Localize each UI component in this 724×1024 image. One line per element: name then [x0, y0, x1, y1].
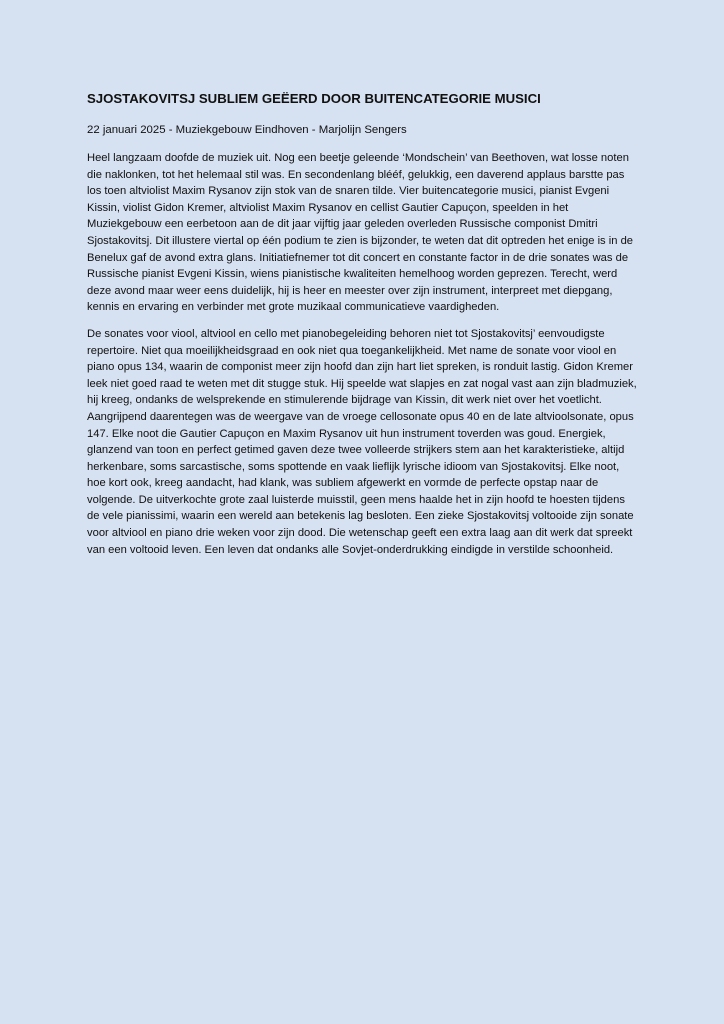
article-title: SJOSTAKOVITSJ SUBLIEM GEËERD DOOR BUITENCATEGORIE MUSICI [87, 91, 541, 106]
article-paragraph-1: Heel langzaam doofde de muziek uit. Nog een beetje geleende ‘Mondschein’ van Beethoven, wat losse noten die naklonken, tot het helemaal stil was. En secondenlang blééf, gelukkig, een daverend applaus barstte pas los toen altviolist Maxim Rysanov zijn stok van de snaren tilde. Vier buitencategorie musici, pianist Evgeni Kissin, violist Gidon Kremer, altviolist Maxim Rysanov en cellist Gautier Capuçon, speelden in het Muziekgebouw een eerbetoon aan de dit jaar vijftig jaar geleden overleden Russische componist Dmitri Sjostakovitsj. Dit illustere viertal op één podium te zien is bijzonder, te weten dat dit optreden het enige is in de Benelux gaf de avond extra glans. Initiatiefnemer tot dit concert en constante factor in de drie sonates was de Russische pianist Evgeni Kissin, wiens pianistische kwaliteiten hemelhoog worden geprezen. Terecht, werd deze avond maar weer eens duidelijk, hij is heer en meester over zijn instrument, interpreet met diepgang, kennis en ervaring en verbinder met grote muzikaal communicatieve vaardigheden. [87, 152, 634, 314]
article-byline: 22 januari 2025 - Muziekgebouw Eindhoven - Marjolijn Sengers [87, 124, 407, 136]
article-paragraph-2: De sonates voor viool, altviool en cello met pianobegeleiding behoren niet tot Sjostakovitsj’ eenvoudigste repertoire. Niet qua moeilijkheidsgraad en ook niet qua toegankelijkheid. Met name de sonate voor viool en piano opus 134, waarin de componist meer zijn hoofd dan zijn hart liet spreken, is ronduit lastig. Gidon Kremer leek niet goed raad te weten met dit stugge stuk. Hij speelde wat slapjes en zat nogal vast aan zijn bladmuziek, hij kreeg, ondanks de welsprekende en stimulerende bijdrage van Kissin, dit werk niet over het voetlicht. Aangrijpend daarentegen was de weergave van de vroege cellosonate opus 40 en de late altvioolsonate, opus 147. Elke noot die Gautier Capuçon en Maxim Rysanov uit hun instrument toverden was goud. Energiek, glanzend van toon en perfect getimed gaven deze twee volleerde strijkers stem aan het karakteristieke, altijd herkenbare, soms sarcastische, soms spottende en vaak lieflijk lyrische idioom van Sjostakovitsj. Elke noot, hoe kort ook, kreeg aandacht, had klank, was subliem afgewerkt en vormde de perfecte opstap naar de volgende. De uitverkochte grote zaal luisterde muisstil, geen mens haalde het in zijn hoofd te hoesten tijdens de vele pianissimi, waarin een wereld aan betekenis lag besloten. Een zieke Sjostakovitsj voltooide zijn sonate voor altviool en piano drie weken voor zijn dood. Die wetenschap geeft een extra laag aan dit werk dat spreekt van een voltooid leven. Een leven dat ondanks alle Sovjet-onderdrukking eindigde in verstilde schoonheid. [87, 327, 637, 556]
